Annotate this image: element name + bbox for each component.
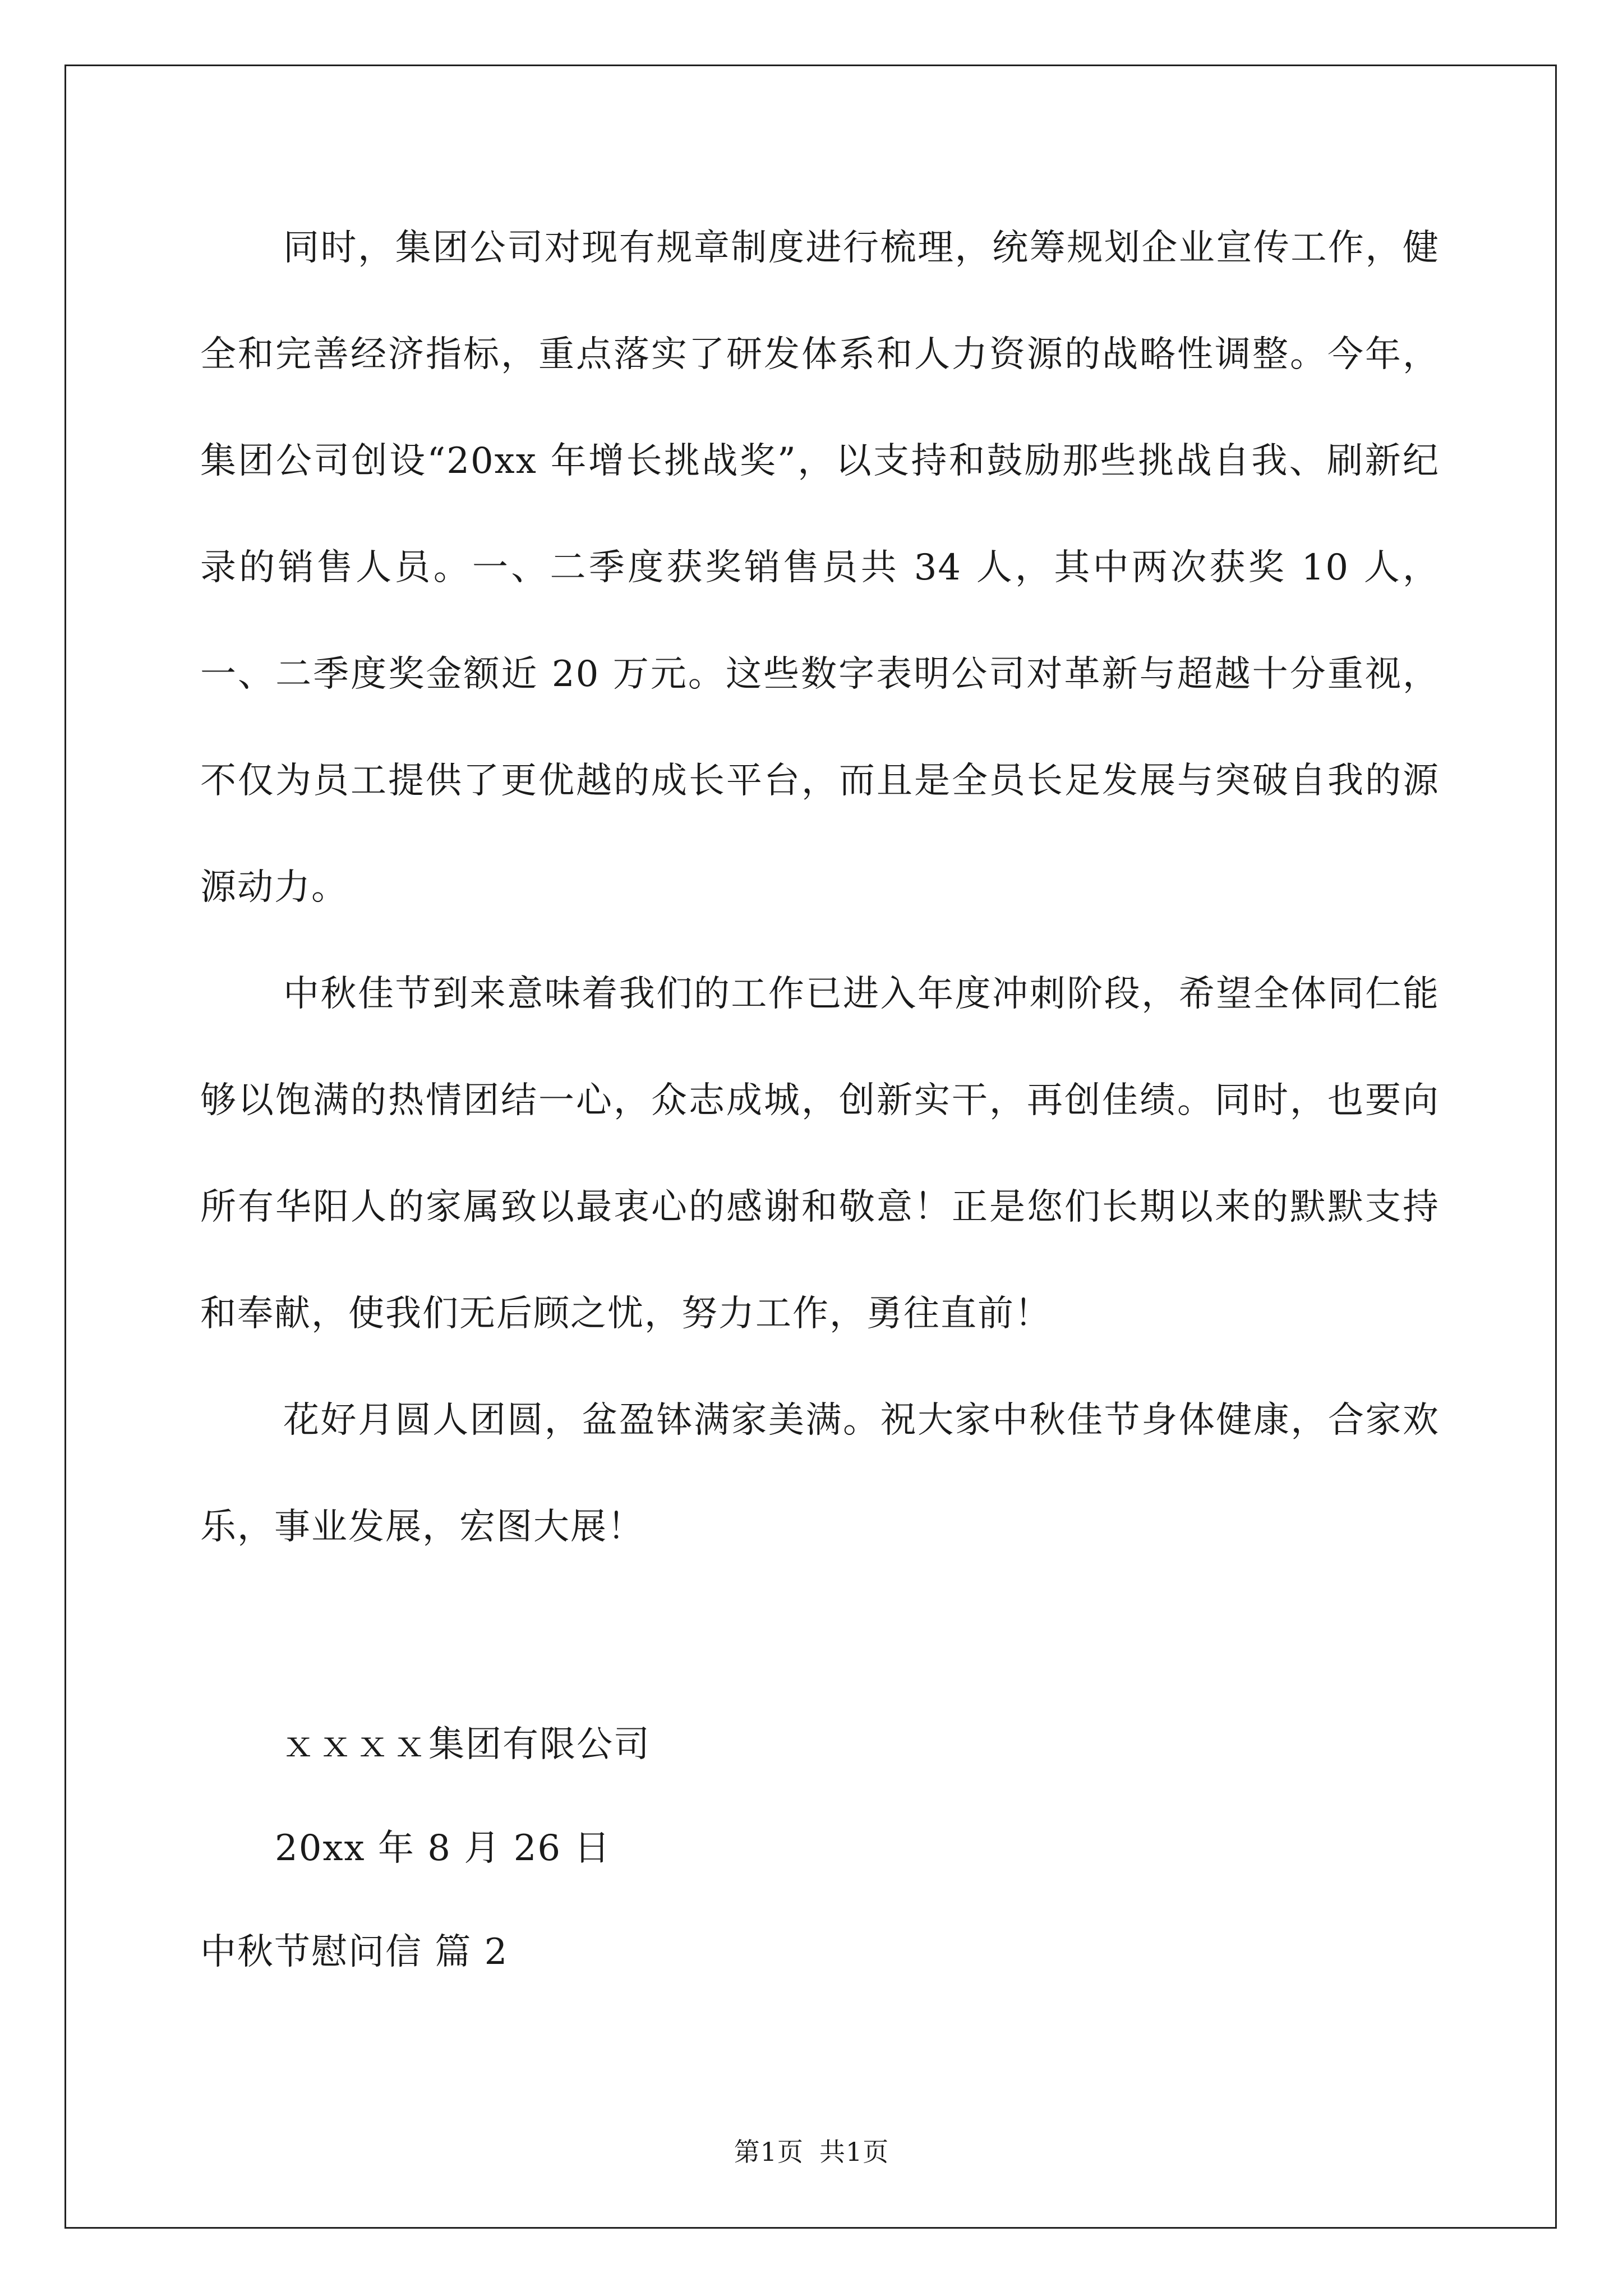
page-footer bbox=[0, 2132, 1623, 2169]
section-heading: 中秋节慰问信 篇 2 bbox=[200, 1931, 509, 1973]
signature-company: ｘｘｘｘ集团有限公司 bbox=[280, 1724, 651, 1765]
page-total: 共1页 bbox=[819, 2137, 889, 2167]
page-number: 第1页 bbox=[734, 2137, 804, 2167]
paragraph-1: 同时，集团公司对现有规章制度进行梳理，统筹规划企业宣传工作，健全和完善经济指标，重点落实了研发体系和人力资源的战略性调整。今年，集团公司创设“20xx 年增长挑战奖”，以支持和鼓励那些挑战自我、刷新纪录的销售人员。一、二季度获奖销售员共 34 人，其中两次获奖 10 人，一、二季度奖金额近 20 万元。这些数字表明公司对革新与超越十分重视，不仅为员工提供了更优越的成长平台，而且是全员长足发展与突破自我的源源动力。 bbox=[200, 227, 1440, 908]
paragraph-2: 中秋佳节到来意味着我们的工作已进入年度冲刺阶段，希望全体同仁能够以饱满的热情团结一心，众志成城，创新实干，再创佳绩。同时，也要向所有华阳人的家属致以最衷心的感谢和敬意！正是您们长期以来的默默支持和奉献，使我们无后顾之忧，努力工作，勇往直前！ bbox=[200, 973, 1440, 1335]
signature-date: 20xx 年 8 月 26 日 bbox=[275, 1828, 611, 1869]
paragraph-3: 花好月圆人团圆，盆盈钵满家美满。祝大家中秋佳节身体健康，合家欢乐，事业发展，宏图大展！ bbox=[200, 1400, 1440, 1548]
letter-body bbox=[200, 195, 1440, 1580]
